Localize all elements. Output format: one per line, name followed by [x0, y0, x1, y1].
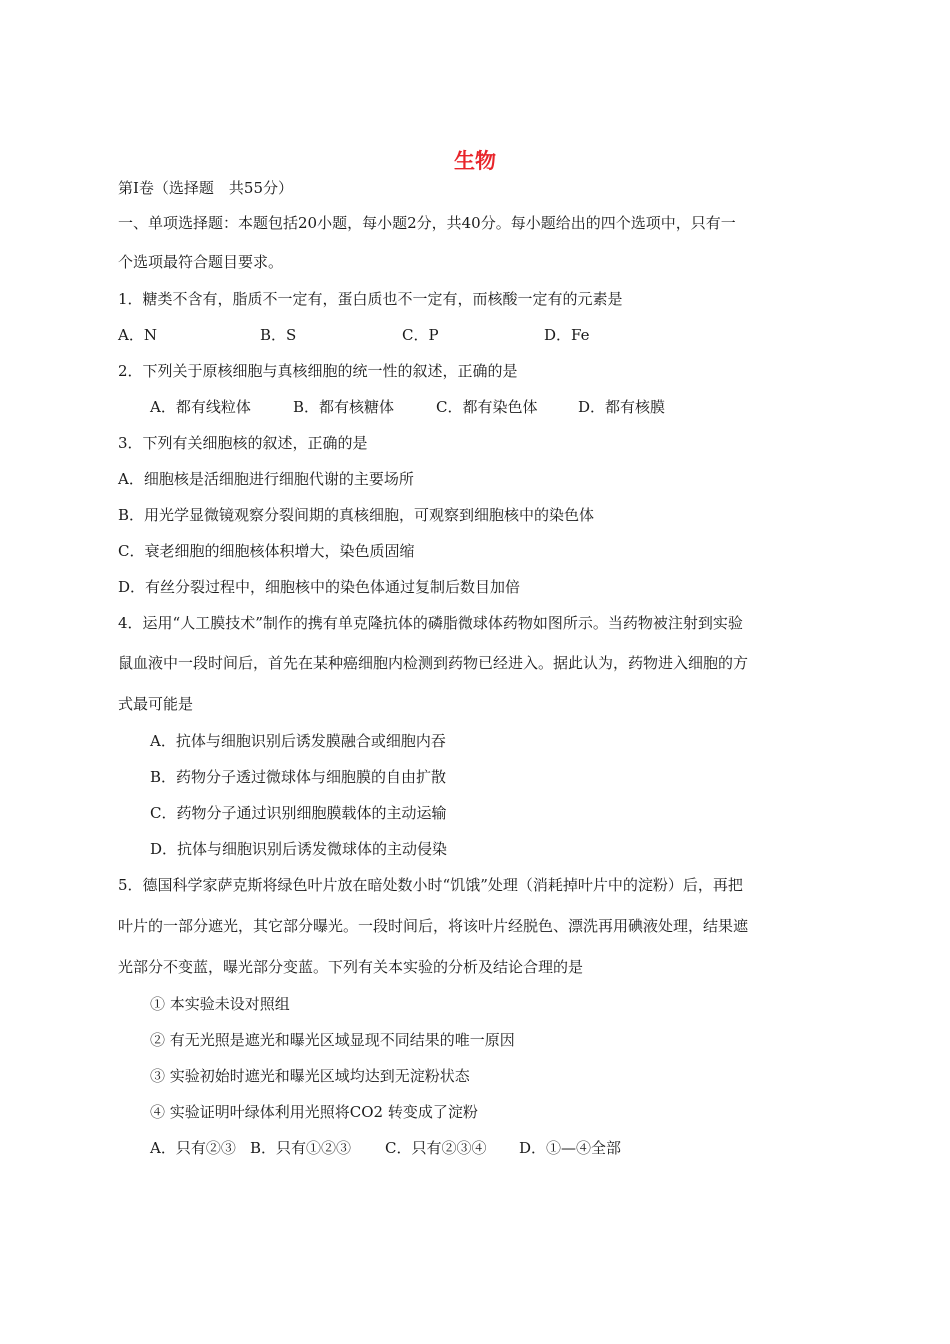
q4-option-d: D．抗体与细胞识别后诱发微球体的主动侵染 — [150, 840, 448, 858]
question-5-stem-line-1: 5．德国科学家萨克斯将绿色叶片放在暗处数小时“饥饿”处理（消耗掉叶片中的淀粉）后，再把 — [118, 876, 743, 894]
q5-statement-4: ④ 实验证明叶绿体利用光照将CO2 转变成了淀粉 — [150, 1103, 478, 1121]
q1-option-c: C．P — [402, 326, 439, 344]
question-3-stem: 3．下列有关细胞核的叙述，正确的是 — [118, 434, 368, 452]
q2-option-a: A．都有线粒体 — [150, 398, 251, 416]
question-4-stem-line-2: 鼠血液中一段时间后，首先在某种癌细胞内检测到药物已经进入。据此认为，药物进入细胞的方 — [118, 654, 749, 672]
q1-option-a: A．N — [118, 326, 157, 344]
section-header: 第Ⅰ卷（选择题 共55分） — [118, 179, 294, 197]
q1-option-b: B．S — [260, 326, 297, 344]
q5-statement-2: ② 有无光照是遮光和曝光区域显现不同结果的唯一原因 — [150, 1031, 515, 1049]
q3-option-b: B．用光学显微镜观察分裂间期的真核细胞，可观察到细胞核中的染色体 — [118, 506, 595, 524]
question-2-options — [150, 396, 850, 418]
q3-option-c: C．衰老细胞的细胞核体积增大，染色质固缩 — [118, 542, 415, 560]
q5-option-a: A．只有②③ — [150, 1139, 236, 1157]
question-5-stem-line-3: 光部分不变蓝，曝光部分变蓝。下列有关本实验的分析及结论合理的是 — [118, 958, 584, 976]
q3-option-a: A．细胞核是活细胞进行细胞代谢的主要场所 — [118, 470, 414, 488]
q1-option-d: D．Fe — [544, 326, 590, 344]
question-4-stem-line-3: 式最可能是 — [118, 695, 194, 713]
question-1-options — [118, 324, 838, 346]
q2-option-c: C．都有染色体 — [436, 398, 538, 416]
question-2-stem: 2．下列关于原核细胞与真核细胞的统一性的叙述，正确的是 — [118, 362, 518, 380]
question-5-options — [150, 1137, 850, 1159]
question-4-stem-line-1: 4．运用“人工膜技术”制作的携有单克隆抗体的磷脂微球体药物如图所示。当药物被注射到实验 — [118, 614, 743, 632]
q2-option-d: D．都有核膜 — [578, 398, 666, 416]
q2-option-b: B．都有核糖体 — [293, 398, 395, 416]
instructions-line-2: 个选项最符合题目要求。 — [118, 253, 284, 271]
question-5-stem-line-2: 叶片的一部分遮光，其它部分曝光。一段时间后，将该叶片经脱色、漂洗再用碘液处理，结果遮 — [118, 917, 749, 935]
instructions-line-1: 一、单项选择题：本题包括20小题，每小题2分，共40分。每小题给出的四个选项中，只有一 — [118, 214, 736, 232]
q5-statement-3: ③ 实验初始时遮光和曝光区域均达到无淀粉状态 — [150, 1067, 470, 1085]
q3-option-d: D．有丝分裂过程中，细胞核中的染色体通过复制后数目加倍 — [118, 578, 521, 596]
q5-option-c: C．只有②③④ — [385, 1139, 487, 1157]
q5-option-b: B．只有①②③ — [250, 1139, 352, 1157]
question-1-stem: 1．糖类不含有，脂质不一定有，蛋白质也不一定有，而核酸一定有的元素是 — [118, 290, 623, 308]
q4-option-c: C．药物分子通过识别细胞膜载体的主动运输 — [150, 804, 447, 822]
q4-option-a: A．抗体与细胞识别后诱发膜融合或细胞内吞 — [150, 732, 446, 750]
q5-statement-1: ① 本实验未设对照组 — [150, 995, 290, 1013]
q4-option-b: B．药物分子透过微球体与细胞膜的自由扩散 — [150, 768, 447, 786]
page-title: 生物 — [454, 149, 496, 173]
q5-option-d: D．①—④全部 — [519, 1139, 622, 1157]
